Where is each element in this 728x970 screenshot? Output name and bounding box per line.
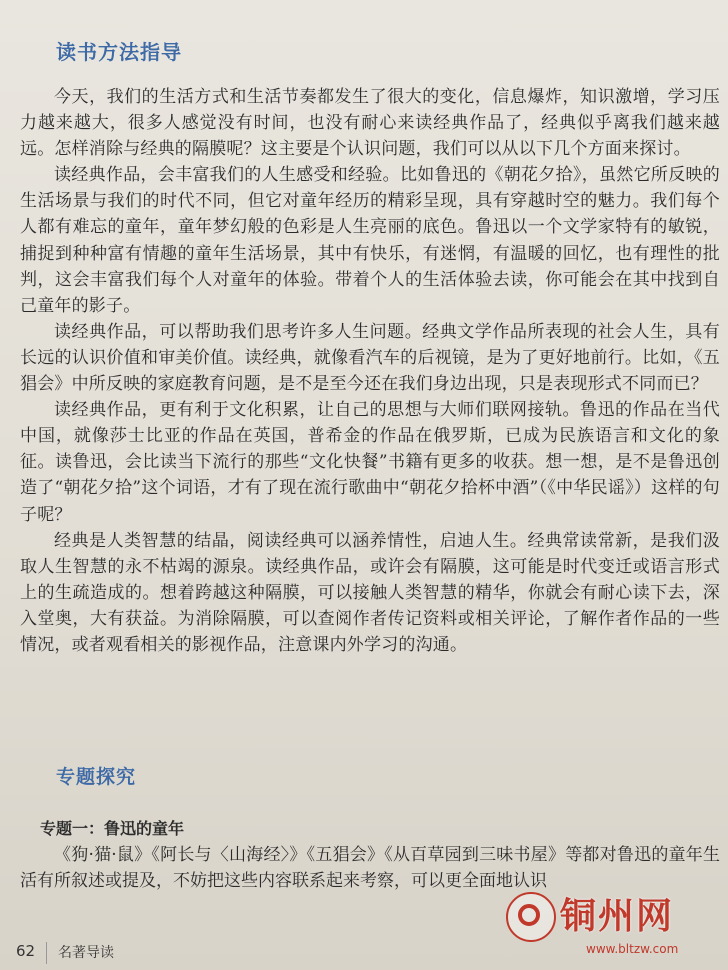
paragraph-intro: 今天，我们的生活方式和生活节奏都发生了很大的变化，信息爆炸，知识激增，学习压力越来越大，很多人感觉没有时间，也没有耐心来读经典作品了，经典似乎离我们越来越远。怎样消除与经典的隔膜呢？这主要是个认识问题，我们可以从以下几个方面来探讨。 [20,87,720,160]
site-watermark [498,886,718,966]
section-heading-topic-study: 专题探究 [56,766,137,788]
section-heading-reading-method: 读书方法指导 [56,40,182,64]
reading-guide-body [20,84,720,658]
paragraph-wisdom: 经典是人类智慧的结晶，阅读经典可以涵养情性，启迪人生。经典常读常新，是我们汲取人生智慧的永不枯竭的源泉。读经典作品，或许会有隔膜，这可能是时代变迁或语言形式上的生疏造成的。想着跨越这种隔膜，可以接触人类智慧的精华，你就会有耐心读下去，深入堂奥，大有获益。为消除隔膜，可以查阅作者传记资料或相关评论，了解作者作品的一些情况，或者观看相关的影视作品，注意课内外学习的沟通。 [20,530,720,655]
watermark-logo-icon [506,892,556,942]
page-number: 62 [16,942,36,960]
paragraph-experience: 读经典作品，会丰富我们的人生感受和经验。比如鲁迅的《朝花夕拾》，虽然它所反映的生活场景与我们的时代不同，但它对童年经历的精彩呈现，具有穿越时空的魅力。我们每个人都有难忘的童年，童年梦幻般的色彩是人生亮丽的底色。鲁迅以一个文学家特有的敏锐，捕捉到种种富有情趣的童年生活场景，其中有快乐，有迷惘，有温暖的回忆，也有理性的批判，这会丰富我们每个人对童年的体验。带着个人的生活体验去读，你可能会在其中找到自己童年的影子。 [20,165,720,316]
footer-divider [46,942,47,964]
watermark-name: 铜州网 [560,896,675,937]
topic-one-text: 《狗·猫·鼠》《阿长与〈山海经〉》《五猖会》《从百草园到三味书屋》等都对鲁迅的童年生活有所叙述或提及，不妨把这些内容联系起来考察，可以更全面地认识 [20,845,720,891]
watermark-url: www.bltzw.com [586,942,679,956]
book-title: 名著导读 [58,945,114,961]
paragraph-life-questions: 读经典作品，可以帮助我们思考许多人生问题。经典文学作品所表现的社会人生，具有长远的认识价值和审美价值。读经典，就像看汽车的后视镜，是为了更好地前行。比如，《五猖会》中所反映的家庭教育问题，是不是至今还在我们身边出现，只是表现形式不同而已？ [20,321,720,395]
topic-one-title: 专题一：鲁迅的童年 [40,819,185,838]
paragraph-culture: 读经典作品，更有利于文化积累，让自己的思想与大师们联网接轨。鲁迅的作品在当代中国，就像莎士比亚的作品在英国，普希金的作品在俄罗斯，已成为民族语言和文化的象征。读鲁迅，会比读当下流行的那些“文化快餐”书籍有更多的收获。想一想，是不是鲁迅创造了“朝花夕拾”这个词语，才有了现在流行歌曲中“朝花夕拾杯中酒”（《中华民谣》）这样的句子呢？ [20,400,720,525]
